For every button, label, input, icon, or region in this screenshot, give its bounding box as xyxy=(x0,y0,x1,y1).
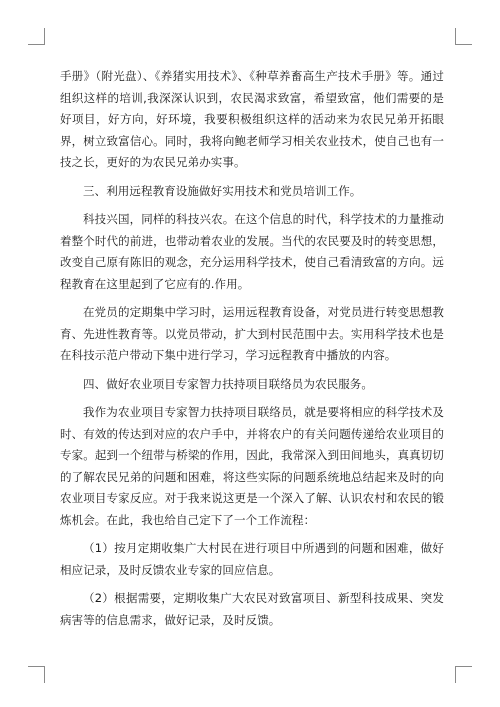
paragraph: 科技兴国，同样的科技兴农。在这个信息的时代，科学技术的力量推动着整个时代的前进，也带动着农业的发展。当代的农民要及时的转变思想，改变自己原有陈旧的观念，充分运用科学技术，使自己看清致富的方向。远程教育在这里起到了它应有的.作用。 xyxy=(60,212,444,291)
section-heading-3: 三、利用远程教育设施做好实用技术和党员培训工作。 xyxy=(83,183,362,198)
paragraph: 在党员的定期集中学习时，运用远程教育设备，对党员进行转变思想教育、先进性教育等。以党员带动，扩大到村民范围中去。实用科学技术也是在科技示范户带动下集中进行学习，学习远程教育中播放的内容。 xyxy=(60,305,444,362)
crop-mark-top-right xyxy=(455,28,472,45)
crop-mark-bottom-left xyxy=(28,666,45,683)
crop-mark-bottom-right xyxy=(455,666,472,683)
paragraph: 我作为农业项目专家智力扶持项目联络员，就是要将相应的科学技术及时、有效的传达到对应的农户手中，并将农户的有关问题传递给农业项目的专家。起到一个纽带与桥梁的作用，因此，我常深入到田间地头，真真切切的了解农民兄弟的问题和困难，将这些实际的问题系统地总结起来及时的向农业项目专家反应。对于我来说这更是一个深入了解、认识农村和农民的锻炼机会。在此，我也给自己定下了一个工作流程： xyxy=(60,405,444,527)
paragraph-continued: 手册》（附光盘）、《养猪实用技术》、《种草养畜高生产技术手册》等。通过组织这样的培训,我深深认识到，农民渴求致富，希望致富，他们需要的是好项目，好方向，好环境，我要积极组织这样的活动来为农民兄弟开拓眼界，树立致富信心。同时，我将向鲍老师学习相关农业技术，使自己也有一技之长，更好的为农民兄弟办实事。 xyxy=(60,69,444,169)
document-body xyxy=(60,66,444,638)
list-item: （1）按月定期收集广大村民在进行项目中所遇到的问题和困难，做好相应记录，及时反馈农业专家的回应信息。 xyxy=(60,541,444,577)
crop-mark-top-left xyxy=(28,28,45,45)
section-heading-4: 四、做好农业项目专家智力扶持项目联络员为农民服务。 xyxy=(83,376,373,391)
list-item: （2）根据需要，定期收集广大农民对致富项目、新型科技成果、突发病害等的信息需求，做好记录，及时反馈。 xyxy=(60,591,444,627)
